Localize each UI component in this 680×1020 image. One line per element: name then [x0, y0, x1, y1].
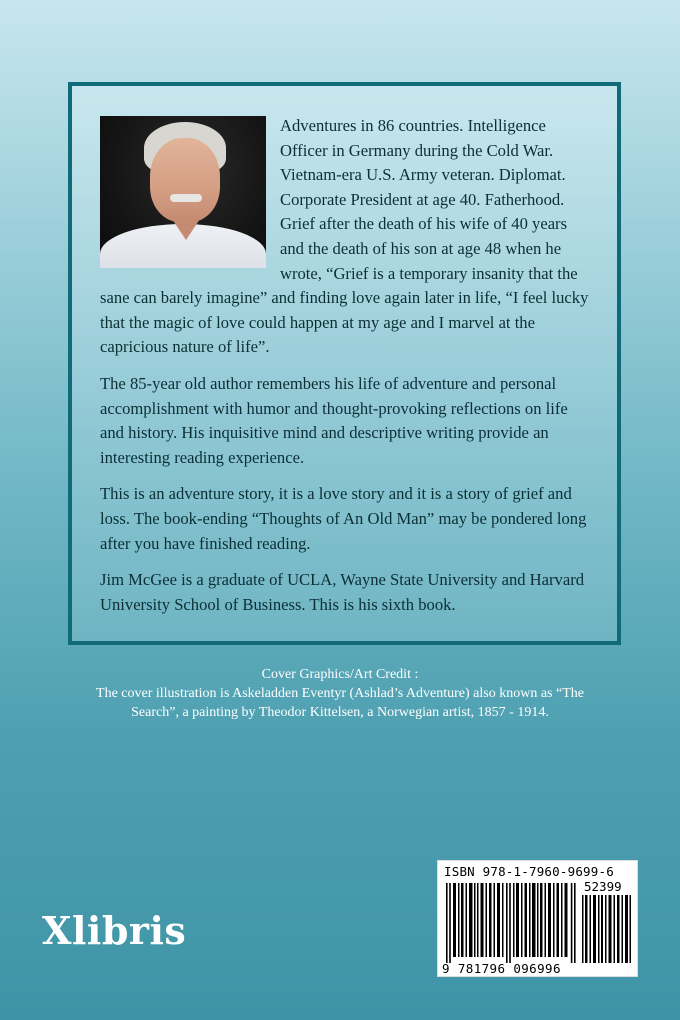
blurb-content [100, 114, 592, 629]
blurb-paragraph-2: The 85-year old author remembers his life of adventure and personal accomplishment with humor and thought-provoking reflections on life and history. His inquisitive mind and descriptive writing provide an interesting reading experience. [100, 373, 568, 467]
photo-face [150, 138, 220, 222]
isbn-label: ISBN 978-1-7960-9699-6 [444, 864, 614, 879]
photo-mustache [170, 194, 202, 202]
blurb-paragraph-3: This is an adventure story, it is a love story and it is a story of grief and loss. The book-ending “Thoughts of An Old Man” may be pondered long after you have finished reading. [100, 484, 587, 553]
price-addon-label: 52399 [584, 879, 622, 894]
art-credits [80, 665, 600, 722]
author-photo [100, 116, 266, 268]
credits-heading: Cover Graphics/Art Credit : [261, 667, 419, 682]
isbn-barcode [437, 860, 638, 977]
publisher-logo: Xlibris [42, 908, 187, 953]
barcode-main-bars [446, 883, 576, 963]
blurb-paragraph-4: Jim McGee is a graduate of UCLA, Wayne State University and Harvard University School of Business. This is his sixth book. [100, 570, 585, 614]
barcode-addon-bars [582, 895, 632, 963]
blurb-paragraph-1: Adventures in 86 countries. Intelligence Officer in Germany during the Cold War. Vietnam-era U.S. Army veteran. Diplomat. Corporate President at age 40. Fatherhood. Grief after the death of his wife of 40 years and the death of his son at age 48 when he wrote, “Grief is a temporary insanity that the sane can barely imagine” and finding love again later in life, “I feel lucky that the magic of love could happen at my age and I marvel at the capricious nature of life”. [100, 116, 589, 357]
ean-number: 9 781796 096996 [442, 961, 561, 976]
credits-body: The cover illustration is Askeladden Eventyr (Ashlad’s Adventure) also known as “The Search”, a painting by Theodor Kittelsen, a Norwegian artist, 1857 - 1914. [96, 686, 584, 720]
blurb-panel [68, 82, 621, 645]
